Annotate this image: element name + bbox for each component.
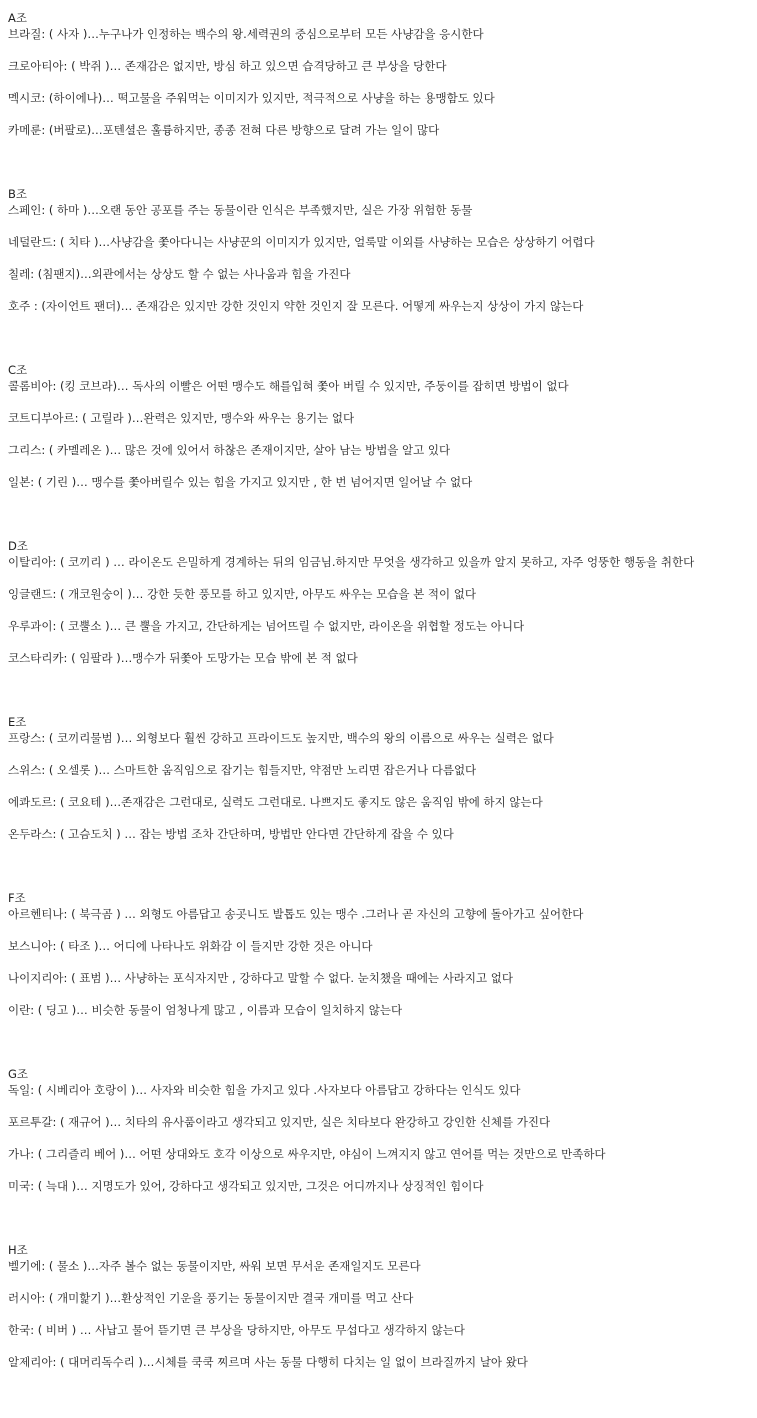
description: 포텐셜은 훌륭하지만, 종종 전혀 다른 방향으로 달려 가는 일이 많다 <box>102 123 440 137</box>
group-title: E조 <box>8 715 27 729</box>
group-section <box>8 362 753 538</box>
description: 어디에 나타나도 위화감 이 들지만 강한 것은 아니다 <box>113 939 373 953</box>
animal-name: 딩고 <box>45 1003 69 1017</box>
country-name: 이란 <box>8 1003 31 1017</box>
description: 많은 것에 있어서 하찮은 존재이지만, 살아 남는 방법을 알고 있다 <box>124 443 451 457</box>
description: 존재감은 없지만, 방심 하고 있으면 습격당하고 큰 부상을 당한다 <box>124 59 447 73</box>
animal-name: 버팔로 <box>53 123 87 137</box>
country-name: 스위스 <box>8 763 42 777</box>
group-title: D조 <box>8 539 28 553</box>
animal-name: 임팔라 <box>79 651 113 665</box>
group-section <box>8 890 753 1066</box>
group-title: B조 <box>8 187 27 201</box>
list-item: 에콰도르: ( 코요테 )…존재감은 그런대로, 실력도 그런대로. 나쁘지도 좋지도 않은 움직임 밖에 하지 않는다 <box>8 795 543 809</box>
list-item: 브라질: ( 사자 )…누구나가 인정하는 백수의 왕.세력권의 중심으로부터 모든 사냥감을 응시한다 <box>8 27 484 41</box>
country-name: 코스타리카 <box>8 651 64 665</box>
country-name: 독일 <box>8 1083 31 1097</box>
description: 완력은 있지만, 맹수와 싸우는 용기는 없다 <box>143 411 355 425</box>
description: 강한 듯한 풍모를 하고 있지만, 아무도 싸우는 모습을 본 적이 없다 <box>146 587 477 601</box>
animal-name: 코요테 <box>68 795 102 809</box>
description: 외형보다 훨씬 강하고 프라이드도 높지만, 백수의 왕의 이름으로 싸우는 실력은 없다 <box>135 731 554 745</box>
animal-name: 개코원숭이 <box>68 587 124 601</box>
description: 사납고 물어 뜯기면 큰 부상을 당하지만, 아무도 무섭다고 생각하지 않는다 <box>95 1323 465 1337</box>
group-section <box>8 1066 753 1242</box>
animal-name: 그리즐리 베어 <box>45 1147 117 1161</box>
country-name: 한국 <box>8 1323 31 1337</box>
animal-name: 하마 <box>57 203 80 217</box>
description: 사냥하는 포식자지만 , 강하다고 말할 수 없다. 눈치챘을 때에는 사라지고 없다 <box>124 971 514 985</box>
country-name: 이탈리아 <box>8 555 53 569</box>
country-name: 알제리아 <box>8 1355 53 1369</box>
country-name: 미국 <box>8 1179 31 1193</box>
list-item: 러시아: ( 개미핥기 )…환상적인 기운을 풍기는 동물이지만 결국 개미를 먹고 산다 <box>8 1291 414 1305</box>
list-item: 나이지리아: ( 표범 )… 사냥하는 포식자지만 , 강하다고 말할 수 없다. 눈치챘을 때에는 사라지고 없다 <box>8 971 514 985</box>
animal-name: 하이에나 <box>53 91 98 105</box>
country-name: 칠레 <box>8 267 31 281</box>
country-name: 아르헨티나 <box>8 907 64 921</box>
list-item: 가나: ( 그리즐리 베어 )… 어떤 상대와도 호각 이상으로 싸우지만, 야심이 느껴지지 않고 연어를 먹는 것만으로 만족하다 <box>8 1147 606 1161</box>
country-name: 멕시코 <box>8 91 42 105</box>
animal-name: 표범 <box>79 971 102 985</box>
animal-name: 오셀롯 <box>57 763 91 777</box>
group-section <box>8 186 753 362</box>
list-item: 미국: ( 늑대 )… 지명도가 있어, 강하다고 생각되고 있지만, 그것은 어디까지나 상징적인 힘이다 <box>8 1179 484 1193</box>
list-item: 보스니아: ( 타조 )… 어디에 나타나도 위화감 이 들지만 강한 것은 아니다 <box>8 939 373 953</box>
list-item: 잉글랜드: ( 개코원숭이 )… 강한 듯한 풍모를 하고 있지만, 아무도 싸우는 모습을 본 적이 없다 <box>8 587 477 601</box>
document-body <box>8 10 753 1418</box>
list-item: 프랑스: ( 코끼리물범 )… 외형보다 훨씬 강하고 프라이드도 높지만, 백수의 왕의 이름으로 싸우는 실력은 없다 <box>8 731 554 745</box>
country-name: 크로아티아 <box>8 59 64 73</box>
description: 맹수가 뒤쫓아 도망가는 모습 밖에 본 적 없다 <box>132 651 358 665</box>
country-name: 프랑스 <box>8 731 42 745</box>
animal-name: 사자 <box>57 27 80 41</box>
country-name: 포르투갈 <box>8 1115 53 1129</box>
description: 사냥감을 쫓아다니는 사냥꾼의 이미지가 있지만, 얼룩말 이외를 사냥하는 모습은 상상하기 어렵다 <box>110 235 595 249</box>
list-item: 코트디부아르: ( 고릴라 )…완력은 있지만, 맹수와 싸우는 용기는 없다 <box>8 411 355 425</box>
description: 스마트한 움직임으로 잡기는 힘들지만, 약점만 노리면 잡은거나 다름없다 <box>113 763 477 777</box>
group-title: C조 <box>8 363 28 377</box>
description: 사자와 비슷한 힘을 가지고 있다 .사자보다 아름답고 강하다는 인식도 있다 <box>150 1083 521 1097</box>
animal-name: 시베리아 호랑이 <box>45 1083 128 1097</box>
animal-name: 자이언트 팬더 <box>45 299 117 313</box>
description: 존재감은 그런대로, 실력도 그런대로. 나쁘지도 좋지도 않은 움직임 밖에 하지 않는다 <box>121 795 543 809</box>
country-name: 온두라스 <box>8 827 53 841</box>
country-name: 그리스 <box>8 443 42 457</box>
description: 지명도가 있어, 강하다고 생각되고 있지만, 그것은 어디까지나 상징적인 힘이다 <box>91 1179 484 1193</box>
country-name: 잉글랜드 <box>8 587 53 601</box>
animal-name: 킹 코브라 <box>64 379 113 393</box>
list-item: 독일: ( 시베리아 호랑이 )… 사자와 비슷한 힘을 가지고 있다 .사자보다 아름답고 강하다는 인식도 있다 <box>8 1083 521 1097</box>
list-item: 온두라스: ( 고슴도치 ) … 잡는 방법 조차 간단하며, 방법만 안다면 간단하게 잡을 수 있다 <box>8 827 454 841</box>
list-item: 크로아티아: ( 박쥐 )… 존재감은 없지만, 방심 하고 있으면 습격당하고 큰 부상을 당한다 <box>8 59 447 73</box>
country-name: 브라질 <box>8 27 42 41</box>
description: 어떤 상대와도 호각 이상으로 싸우지만, 야심이 느껴지지 않고 연어를 먹는 것만으로 만족하다 <box>139 1147 606 1161</box>
description: 환상적인 기운을 풍기는 동물이지만 결국 개미를 먹고 산다 <box>121 1291 414 1305</box>
animal-name: 물소 <box>57 1259 80 1273</box>
list-item: 알제리아: ( 대머리독수리 )…시체를 쿡쿡 찌르며 사는 동물 다행히 다치는 일 없이 브라질까지 날아 왔다 <box>8 1355 528 1369</box>
animal-name: 고릴라 <box>90 411 124 425</box>
animal-name: 침팬지 <box>42 267 76 281</box>
list-item: 포르투갈: ( 재규어 )… 치타의 유사품이라고 생각되고 있지만, 실은 치타보다 완강하고 강인한 신체를 가진다 <box>8 1115 551 1129</box>
country-name: 네덜란드 <box>8 235 53 249</box>
group-section <box>8 1242 753 1418</box>
animal-name: 치타 <box>68 235 91 249</box>
description: 시체를 쿡쿡 찌르며 사는 동물 다행히 다치는 일 없이 브라질까지 날아 왔다 <box>154 1355 528 1369</box>
country-name: 코트디부아르 <box>8 411 75 425</box>
country-name: 카메룬 <box>8 123 42 137</box>
list-item: 이탈리아: ( 코끼리 ) … 라이온도 은밀하게 경계하는 뒤의 임금님.하지만 무엇을 생각하고 있을까 알지 못하고, 자주 엉뚱한 행동을 취한다 <box>8 555 695 569</box>
list-item: 우루과이: ( 코뿔소 )… 큰 뿔을 가지고, 간단하게는 넘어뜨릴 수 없지만, 라이온을 위협할 정도는 아니다 <box>8 619 525 633</box>
animal-name: 코끼리 <box>68 555 102 569</box>
animal-name: 북극곰 <box>79 907 113 921</box>
list-item: 스위스: ( 오셀롯 )… 스마트한 움직임으로 잡기는 힘들지만, 약점만 노리면 잡은거나 다름없다 <box>8 763 477 777</box>
animal-name: 타조 <box>68 939 91 953</box>
country-name: 보스니아 <box>8 939 53 953</box>
list-item: 네덜란드: ( 치타 )…사냥감을 쫓아다니는 사냥꾼의 이미지가 있지만, 얼룩말 이외를 사냥하는 모습은 상상하기 어렵다 <box>8 235 595 249</box>
list-item: 스페인: ( 하마 )…오랜 동안 공포를 주는 동물이란 인식은 부족했지만, 실은 가장 위험한 동물 <box>8 203 473 217</box>
description: 독사의 이빨은 어떤 맹수도 해를입혀 쫓아 버릴 수 있지만, 주둥이를 잡히면 방법이 없다 <box>132 379 569 393</box>
list-item: 칠레: (침팬지)…외관에서는 상상도 할 수 없는 사나움과 힘을 가진다 <box>8 267 351 281</box>
description: 떡고물을 주워먹는 이미지가 있지만, 적극적으로 사냥을 하는 용맹함도 있다 <box>117 91 495 105</box>
list-item: 일본: ( 기린 )… 맹수를 쫓아버릴수 있는 힘을 가지고 있지만 , 한 번 넘어지면 일어날 수 없다 <box>8 475 473 489</box>
animal-name: 기린 <box>45 475 69 489</box>
group-title: F조 <box>8 891 26 905</box>
list-item: 아르헨티나: ( 북극곰 ) … 외형도 아름답고 송곳니도 발톱도 있는 맹수 .그러나 곧 자신의 고향에 돌아가고 싶어한다 <box>8 907 584 921</box>
country-name: 나이지리아 <box>8 971 64 985</box>
country-name: 호주 <box>8 299 31 313</box>
group-section <box>8 538 753 714</box>
description: 잡는 방법 조차 간단하며, 방법만 안다면 간단하게 잡을 수 있다 <box>139 827 454 841</box>
country-name: 우루과이 <box>8 619 53 633</box>
description: 누구나가 인정하는 백수의 왕.세력권의 중심으로부터 모든 사냥감을 응시한다 <box>98 27 484 41</box>
description: 존재감은 있지만 강한 것인지 약한 것인지 잘 모른다. 어떻게 싸우는지 상상이 가지 않는다 <box>135 299 584 313</box>
description: 큰 뿔을 가지고, 간단하게는 넘어뜨릴 수 없지만, 라이온을 위협할 정도는 아니다 <box>124 619 525 633</box>
country-name: 일본 <box>8 475 31 489</box>
list-item: 이란: ( 딩고 )… 비슷한 동물이 엄청나게 많고 , 이름과 모습이 일치하지 않는다 <box>8 1003 403 1017</box>
list-item: 호주 : (자이언트 팬더)… 존재감은 있지만 강한 것인지 약한 것인지 잘 모른다. 어떻게 싸우는지 상상이 가지 않는다 <box>8 299 584 313</box>
list-item: 그리스: ( 카멜레온 )… 많은 것에 있어서 하찮은 존재이지만, 살아 남는 방법을 알고 있다 <box>8 443 451 457</box>
country-name: 에콰도르 <box>8 795 53 809</box>
group-title: A조 <box>8 11 27 25</box>
country-name: 스페인 <box>8 203 42 217</box>
list-item: 한국: ( 비버 ) … 사납고 물어 뜯기면 큰 부상을 당하지만, 아무도 무섭다고 생각하지 않는다 <box>8 1323 465 1337</box>
list-item: 콜롬비아: (킹 코브라)… 독사의 이빨은 어떤 맹수도 해를입혀 쫓아 버릴 수 있지만, 주둥이를 잡히면 방법이 없다 <box>8 379 569 393</box>
description: 오랜 동안 공포를 주는 동물이란 인식은 부족했지만, 실은 가장 위험한 동물 <box>98 203 473 217</box>
list-item: 코스타리카: ( 임팔라 )…맹수가 뒤쫓아 도망가는 모습 밖에 본 적 없다 <box>8 651 358 665</box>
description: 맹수를 쫓아버릴수 있는 힘을 가지고 있지만 , 한 번 넘어지면 일어날 수 없다 <box>91 475 473 489</box>
description: 치타의 유사품이라고 생각되고 있지만, 실은 치타보다 완강하고 강인한 신체를 가진다 <box>124 1115 551 1129</box>
list-item: 카메룬: (버팔로)…포텐셜은 훌륭하지만, 종종 전혀 다른 방향으로 달려 가는 일이 많다 <box>8 123 440 137</box>
country-name: 콜롬비아 <box>8 379 53 393</box>
description: 자주 볼수 없는 동물이지만, 싸워 보면 무서운 존재일지도 모른다 <box>98 1259 421 1273</box>
animal-name: 박쥐 <box>79 59 102 73</box>
country-name: 러시아 <box>8 1291 42 1305</box>
animal-name: 코뿔소 <box>68 619 102 633</box>
group-title: G조 <box>8 1067 29 1081</box>
animal-name: 비버 <box>45 1323 69 1337</box>
description: 외형도 아름답고 송곳니도 발톱도 있는 맹수 .그러나 곧 자신의 고향에 돌아가고 싶어한다 <box>139 907 584 921</box>
group-section <box>8 714 753 890</box>
list-item: 벨기에: ( 물소 )…자주 볼수 없는 동물이지만, 싸워 보면 무서운 존재일지도 모른다 <box>8 1259 421 1273</box>
description: 비슷한 동물이 엄청나게 많고 , 이름과 모습이 일치하지 않는다 <box>91 1003 403 1017</box>
animal-name: 늑대 <box>45 1179 69 1193</box>
description: 라이온도 은밀하게 경계하는 뒤의 임금님.하지만 무엇을 생각하고 있을까 알지 못하고, 자주 엉뚱한 행동을 취한다 <box>128 555 695 569</box>
group-section <box>8 10 753 186</box>
animal-name: 고슴도치 <box>68 827 113 841</box>
animal-name: 코끼리물범 <box>57 731 113 745</box>
group-title: H조 <box>8 1243 28 1257</box>
animal-name: 카멜레온 <box>57 443 102 457</box>
list-item: 멕시코: (하이에나)… 떡고물을 주워먹는 이미지가 있지만, 적극적으로 사냥을 하는 용맹함도 있다 <box>8 91 495 105</box>
animal-name: 대머리독수리 <box>68 1355 135 1369</box>
country-name: 벨기에 <box>8 1259 42 1273</box>
description: 외관에서는 상상도 할 수 없는 사나움과 힘을 가진다 <box>91 267 351 281</box>
animal-name: 개미핥기 <box>57 1291 102 1305</box>
country-name: 가나 <box>8 1147 31 1161</box>
animal-name: 재규어 <box>68 1115 102 1129</box>
